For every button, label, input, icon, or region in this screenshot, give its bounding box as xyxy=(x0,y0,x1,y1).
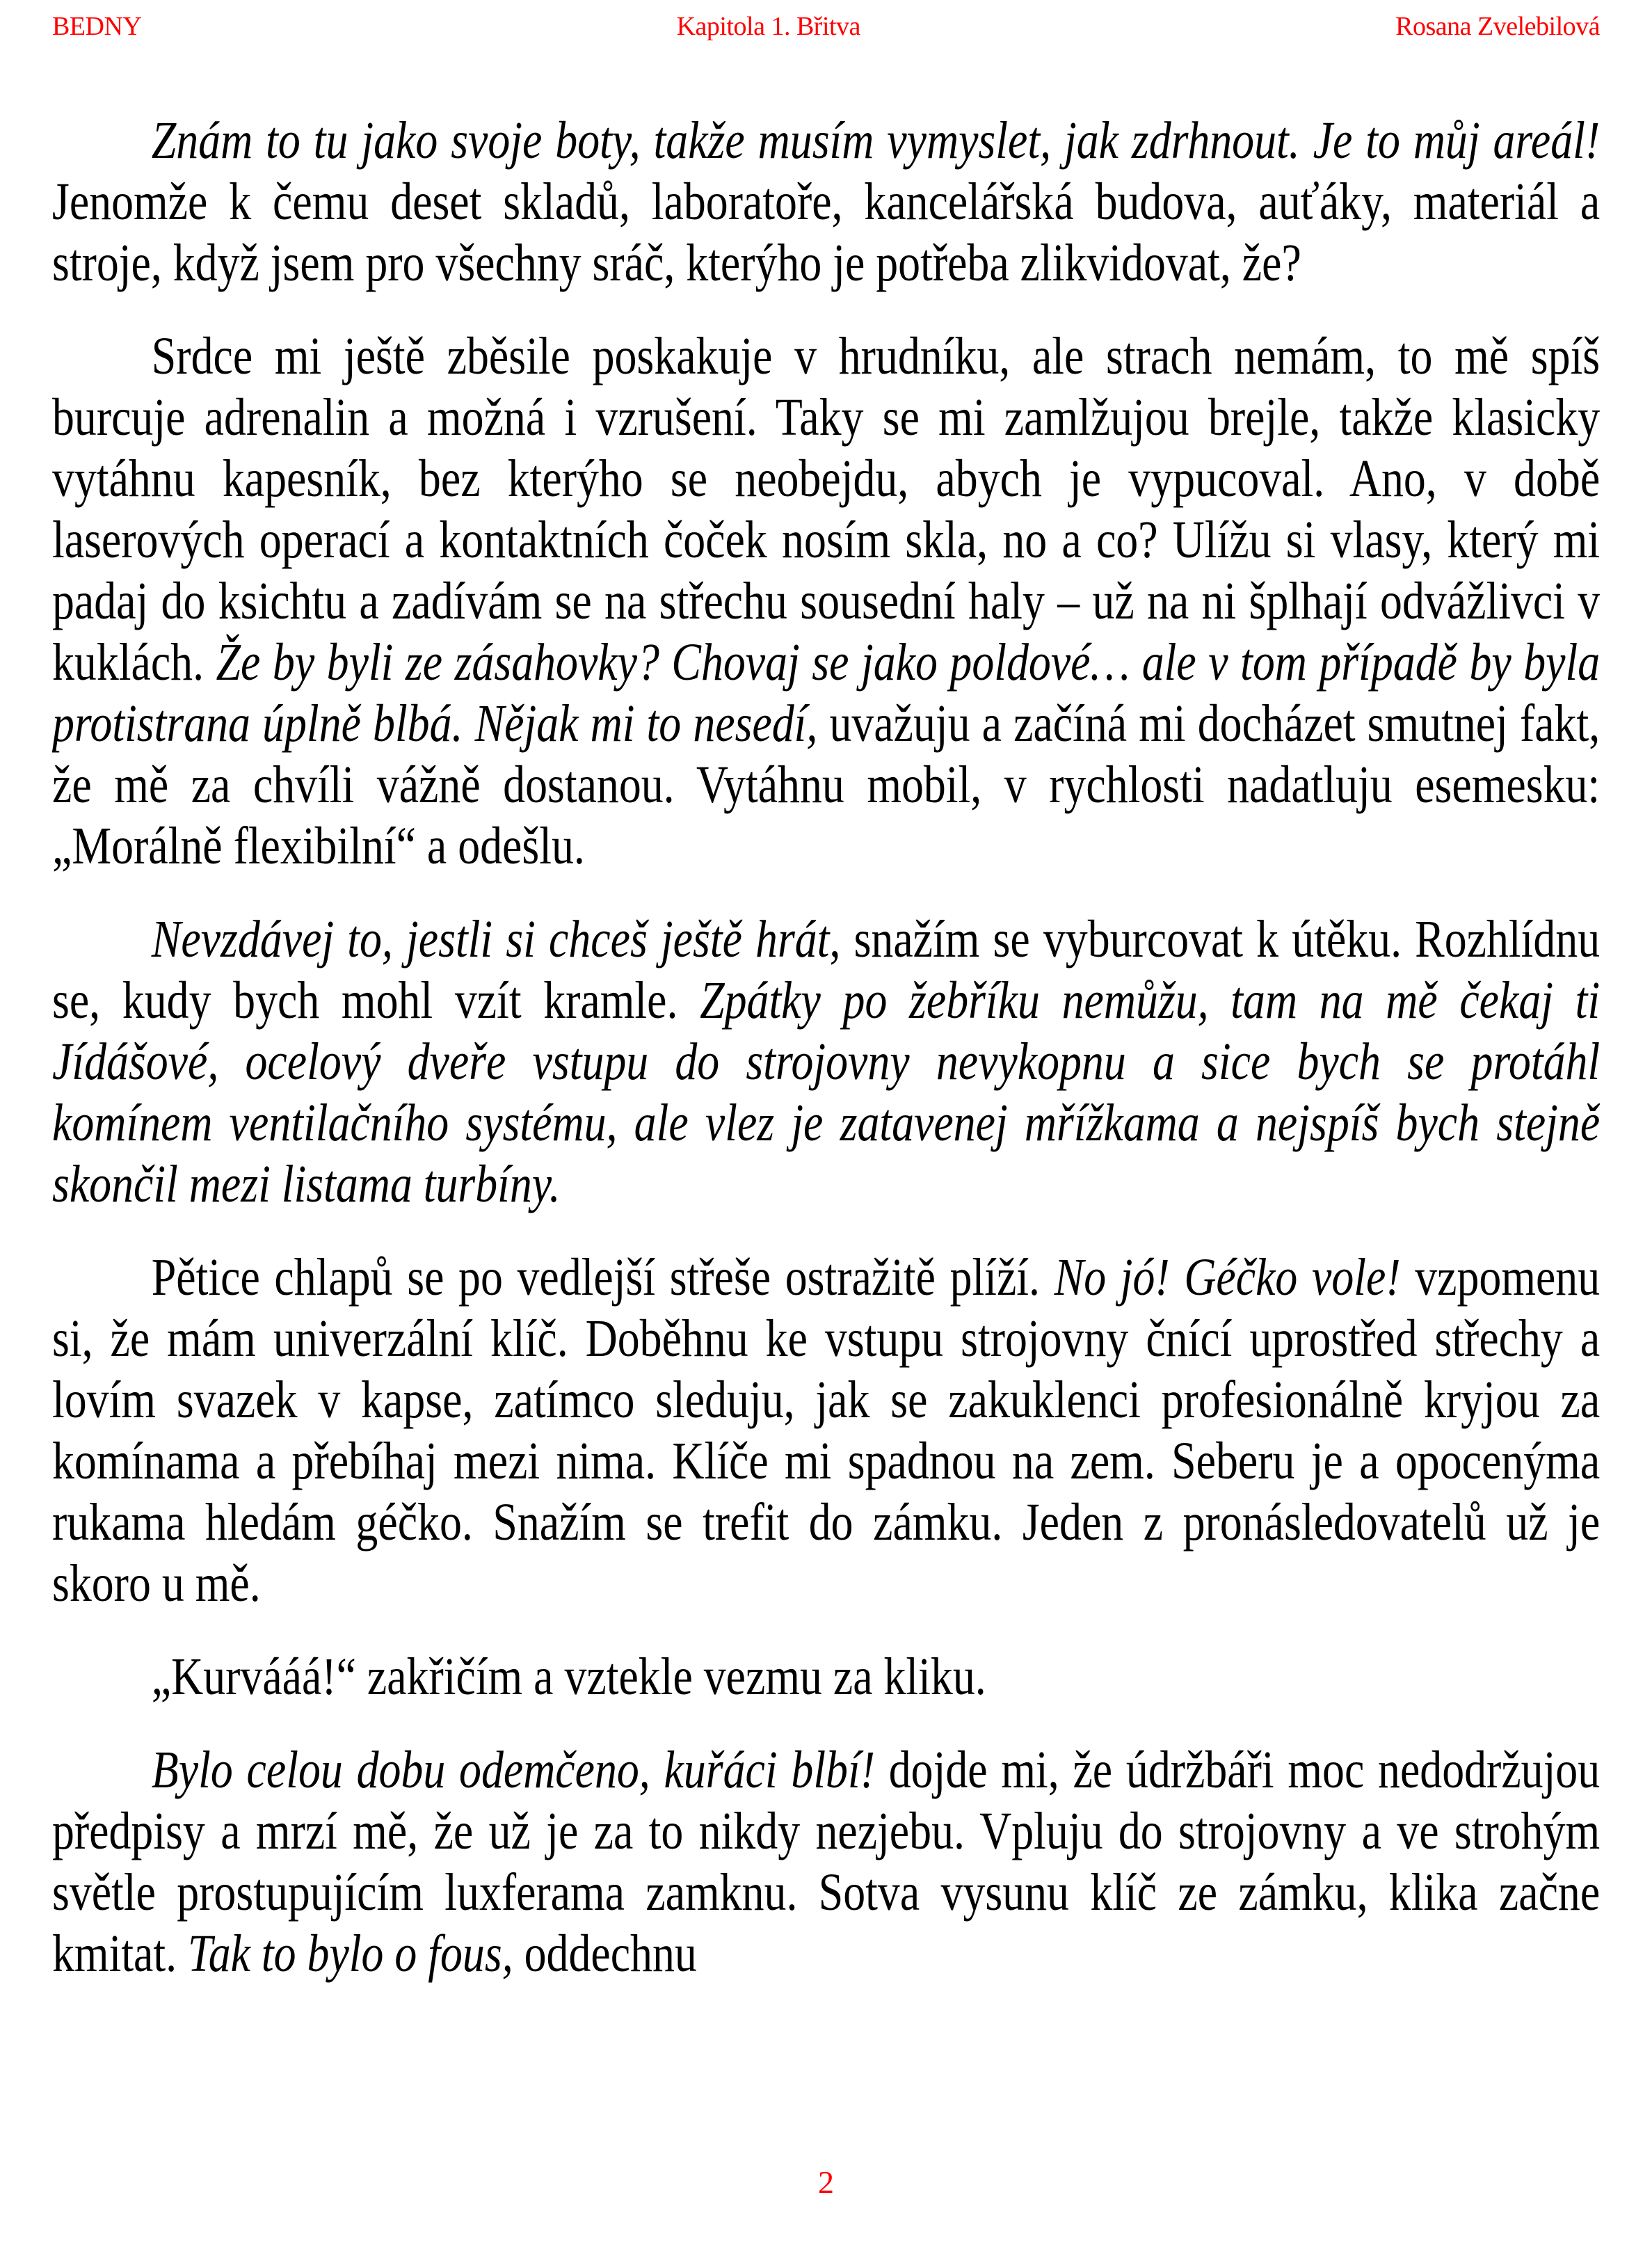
paragraph xyxy=(52,1646,1600,1707)
page-footer xyxy=(0,2165,1652,2200)
text-run: uvažuju a začíná mi docházet smutnej fakt, že mě za chvíli vážně dostanou. Vytáhnu mobil, v rychlosti nadatluju esemesku: „Morálně flexibilní“ a odešlu. xyxy=(52,694,1600,875)
text-run: „Kurvááá!“ zakřičím a vztekle vezmu za kliku. xyxy=(151,1648,986,1706)
running-header-book-title: BEDNY xyxy=(52,12,142,41)
page-number: 2 xyxy=(818,2164,834,2200)
italic-text-run: Bylo celou dobu odemčeno, kuřáci blbí! xyxy=(151,1741,889,1799)
italic-text-run: Že by byli ze zásahovky? Chovaj se jako poldové… ale v tom případě by byla protistrana úplně blbá. Nějak mi to nesedí, xyxy=(52,633,1600,753)
text-run: Srdce mi ještě zběsile poskakuje v hrudníku, ale strach nemám, to mě spíš burcuje adrenalin a možná i vzrušení. Taky se mi zamlžujou brejle, takže klasicky vytáhnu kapesník, bez kterýho se neobejdu, abych je vypucoval. Ano, v době laserových operací a kontaktních čoček nosím skla, no a co? Ulížu si vlasy, který mi padaj do ksichtu a zadívám se na střechu sousední haly – už na ni šplhají odvážlivci v kuklách. xyxy=(52,327,1600,692)
paragraph xyxy=(52,110,1600,294)
text-run: Pětice chlapů se po vedlejší střeše ostražitě plíží. xyxy=(151,1248,1054,1307)
page-body xyxy=(52,110,1600,2155)
text-run: vzpomenu si, že mám univerzální klíč. Doběhnu ke vstupu strojovny čnící uprostřed střechy a lovím svazek v kapse, zatímco sleduju, jak se zakuklenci profesionálně kryjou za komínama a přebíhaj mezi nima. Klíče mi spadnou na zem. Seberu je a opocenýma rukama hledám géčko. Snažím se trefit do zámku. Jeden z pronásledovatelů už je skoro u mě. xyxy=(52,1248,1600,1613)
paragraph xyxy=(52,1247,1600,1614)
paragraph xyxy=(52,326,1600,877)
running-header-author: Rosana Zvelebilová xyxy=(1395,12,1600,41)
italic-text-run: Nevzdávej to, jestli si chceš ještě hrát xyxy=(151,910,830,968)
page-body-text xyxy=(52,110,1600,1984)
paragraph xyxy=(52,909,1600,1215)
running-header xyxy=(52,11,1600,42)
italic-text-run: Znám to tu jako svoje boty, takže musím vymyslet, jak zdrhnout. Je to můj areál! xyxy=(151,111,1600,170)
text-run: Jenomže k čemu deset skladů, laboratoře, kancelářská budova, auťáky, materiál a stroje, když jsem pro všechny sráč, kterýho je potřeba zlikvidovat, že? xyxy=(52,173,1600,292)
text-run: dojde mi, že údržbáři moc nedodržujou předpisy a mrzí mě, že už je za to nikdy nezjebu. Vpluju do strojovny a ve strohým světle prostupujícím luxferama zamknu. Sotva vysunu klíč ze zámku, klika začne kmitat. xyxy=(52,1741,1600,1983)
text-run: oddechnu xyxy=(524,1924,697,1983)
italic-text-run: Tak to bylo o fous, xyxy=(188,1924,524,1983)
text-run: , snažím se vyburcovat k útěku. Rozhlídnu se, kudy bych mohl vzít kramle. xyxy=(52,910,1600,1030)
running-header-chapter-title: Kapitola 1. Břitva xyxy=(676,12,860,41)
italic-text-run: Zpátky po žebříku nemůžu, tam na mě čekaj ti Jídášové, ocelový dveře vstupu do strojovny nevykopnu a sice bych se protáhl komínem ventilačního systému, ale vlez je zatavenej mřížkama a nejspíš bych stejně skončil mezi listama turbíny. xyxy=(52,971,1600,1213)
italic-text-run: No jó! Géčko vole! xyxy=(1054,1248,1416,1307)
paragraph xyxy=(52,1739,1600,1984)
